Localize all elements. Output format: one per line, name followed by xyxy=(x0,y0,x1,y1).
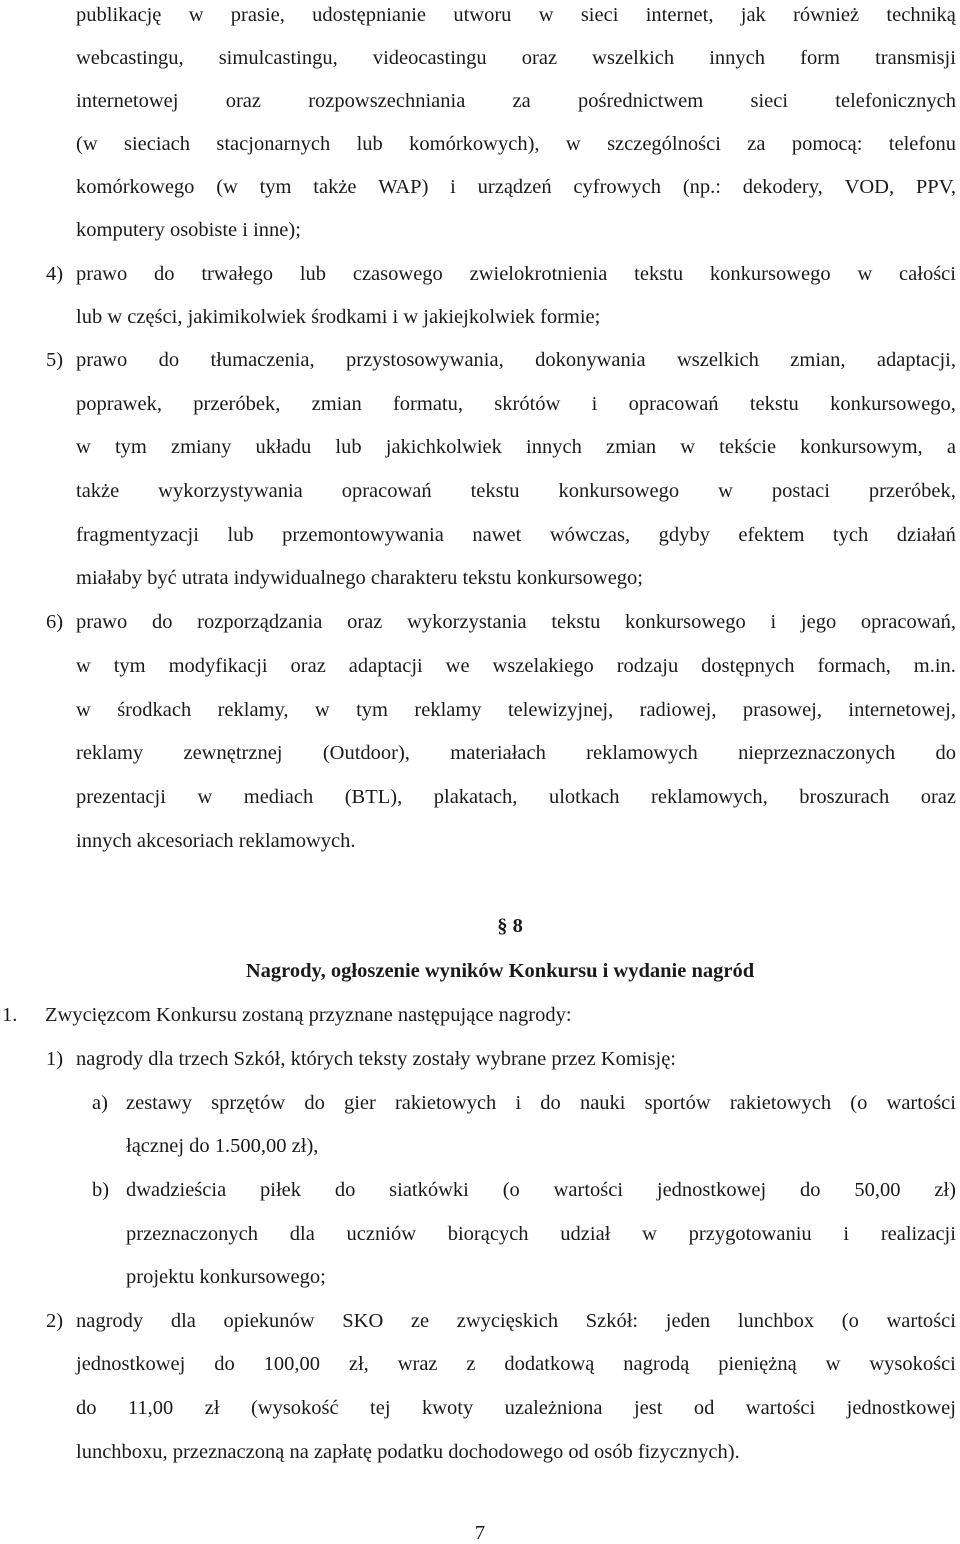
paragraph-text: nagrody dla trzech Szkół, których teksty zostały wybrane przez Komisję: xyxy=(76,1048,677,1070)
text-line: w środkach reklamy, w tym reklamy telewizyjnej, radiowej, prasowej, internetowej, xyxy=(76,699,956,721)
text-line: łącznej do 1.500,00 zł), xyxy=(126,1135,319,1157)
text-line: projektu konkursowego; xyxy=(126,1266,326,1288)
list-marker: 6) xyxy=(46,611,64,633)
text-line: zestawy sprzętów do gier rakietowych i do nauki sportów rakietowych (o wartości xyxy=(126,1092,956,1114)
text-line: komputery osobiste i inne); xyxy=(76,219,301,241)
text-line: prawo do rozporządzania oraz wykorzystania tekstu konkursowego i jego opracowań, xyxy=(76,611,956,633)
text-line: w tym zmiany układu lub jakichkolwiek innych zmian w tekście konkursowym, a xyxy=(76,436,956,458)
section-number: § 8 xyxy=(497,915,523,937)
text-line: prawo do trwałego lub czasowego zwielokrotnienia tekstu konkursowego w całości xyxy=(76,263,956,285)
list-marker: 1) xyxy=(46,1048,64,1070)
text-line: komórkowego (w tym także WAP) i urządzeń cyfrowych (np.: dekodery, VOD, PPV, xyxy=(76,176,956,198)
text-line: nagrody dla opiekunów SKO ze zwycięskich Szkół: jeden lunchbox (o wartości xyxy=(76,1310,956,1332)
text-line: do 11,00 zł (wysokość tej kwoty uzależniona jest od wartości jednostkowej xyxy=(76,1397,956,1419)
page-number: 7 xyxy=(474,1522,486,1544)
text-line: fragmentyzacji lub przemontowywania nawet wówczas, gdyby efektem tych działań xyxy=(76,524,956,546)
text-line: jednostkowej do 100,00 zł, wraz z dodatkową nagrodą pieniężną w wysokości xyxy=(76,1353,956,1375)
text-line: prawo do tłumaczenia, przystosowywania, dokonywania wszelkich zmian, adaptacji, xyxy=(76,349,956,371)
paragraph-text: Zwycięzcom Konkursu zostaną przyznane następujące nagrody: xyxy=(45,1004,572,1026)
text-line: przeznaczonych dla uczniów biorących udział w przygotowaniu i realizacji xyxy=(126,1223,956,1245)
list-marker: 4) xyxy=(46,263,64,285)
list-marker: b) xyxy=(92,1179,110,1201)
text-line: miałaby być utrata indywidualnego charakteru tekstu konkursowego; xyxy=(76,567,644,589)
text-line: innych akcesoriach reklamowych. xyxy=(76,830,356,852)
text-line: (w sieciach stacjonarnych lub komórkowych), w szczególności za pomocą: telefonu xyxy=(76,133,956,155)
text-line: lunchboxu, przeznaczoną na zapłatę podatku dochodowego od osób fizycznych). xyxy=(76,1441,740,1463)
list-marker: a) xyxy=(92,1092,108,1114)
text-line: lub w części, jakimikolwiek środkami i w jakiejkolwiek formie; xyxy=(76,306,601,328)
text-line: także wykorzystywania opracowań tekstu konkursowego w postaci przeróbek, xyxy=(76,480,956,502)
text-line: reklamy zewnętrznej (Outdoor), materiałach reklamowych nieprzeznaczonych do xyxy=(76,742,956,764)
text-line: dwadzieścia piłek do siatkówki (o wartości jednostkowej do 50,00 zł) xyxy=(126,1179,956,1201)
list-marker: 2) xyxy=(46,1310,64,1332)
list-marker: 1. xyxy=(2,1004,18,1026)
section-title: Nagrody, ogłoszenie wyników Konkursu i wydanie nagród xyxy=(245,960,755,982)
text-line: poprawek, przeróbek, zmian formatu, skrótów i opracowań tekstu konkursowego, xyxy=(76,393,956,415)
text-line: w tym modyfikacji oraz adaptacji we wszelakiego rodzaju dostępnych formach, m.in. xyxy=(76,655,956,677)
text-line: internetowej oraz rozpowszechniania za pośrednictwem sieci telefonicznych xyxy=(76,90,956,112)
text-line: publikację w prasie, udostępnianie utworu w sieci internet, jak również techniką xyxy=(76,4,956,26)
text-line: webcastingu, simulcastingu, videocastingu oraz wszelkich innych form transmisji xyxy=(76,47,956,69)
text-line: prezentacji w mediach (BTL), plakatach, ulotkach reklamowych, broszurach oraz xyxy=(76,786,956,808)
list-marker: 5) xyxy=(46,349,64,371)
